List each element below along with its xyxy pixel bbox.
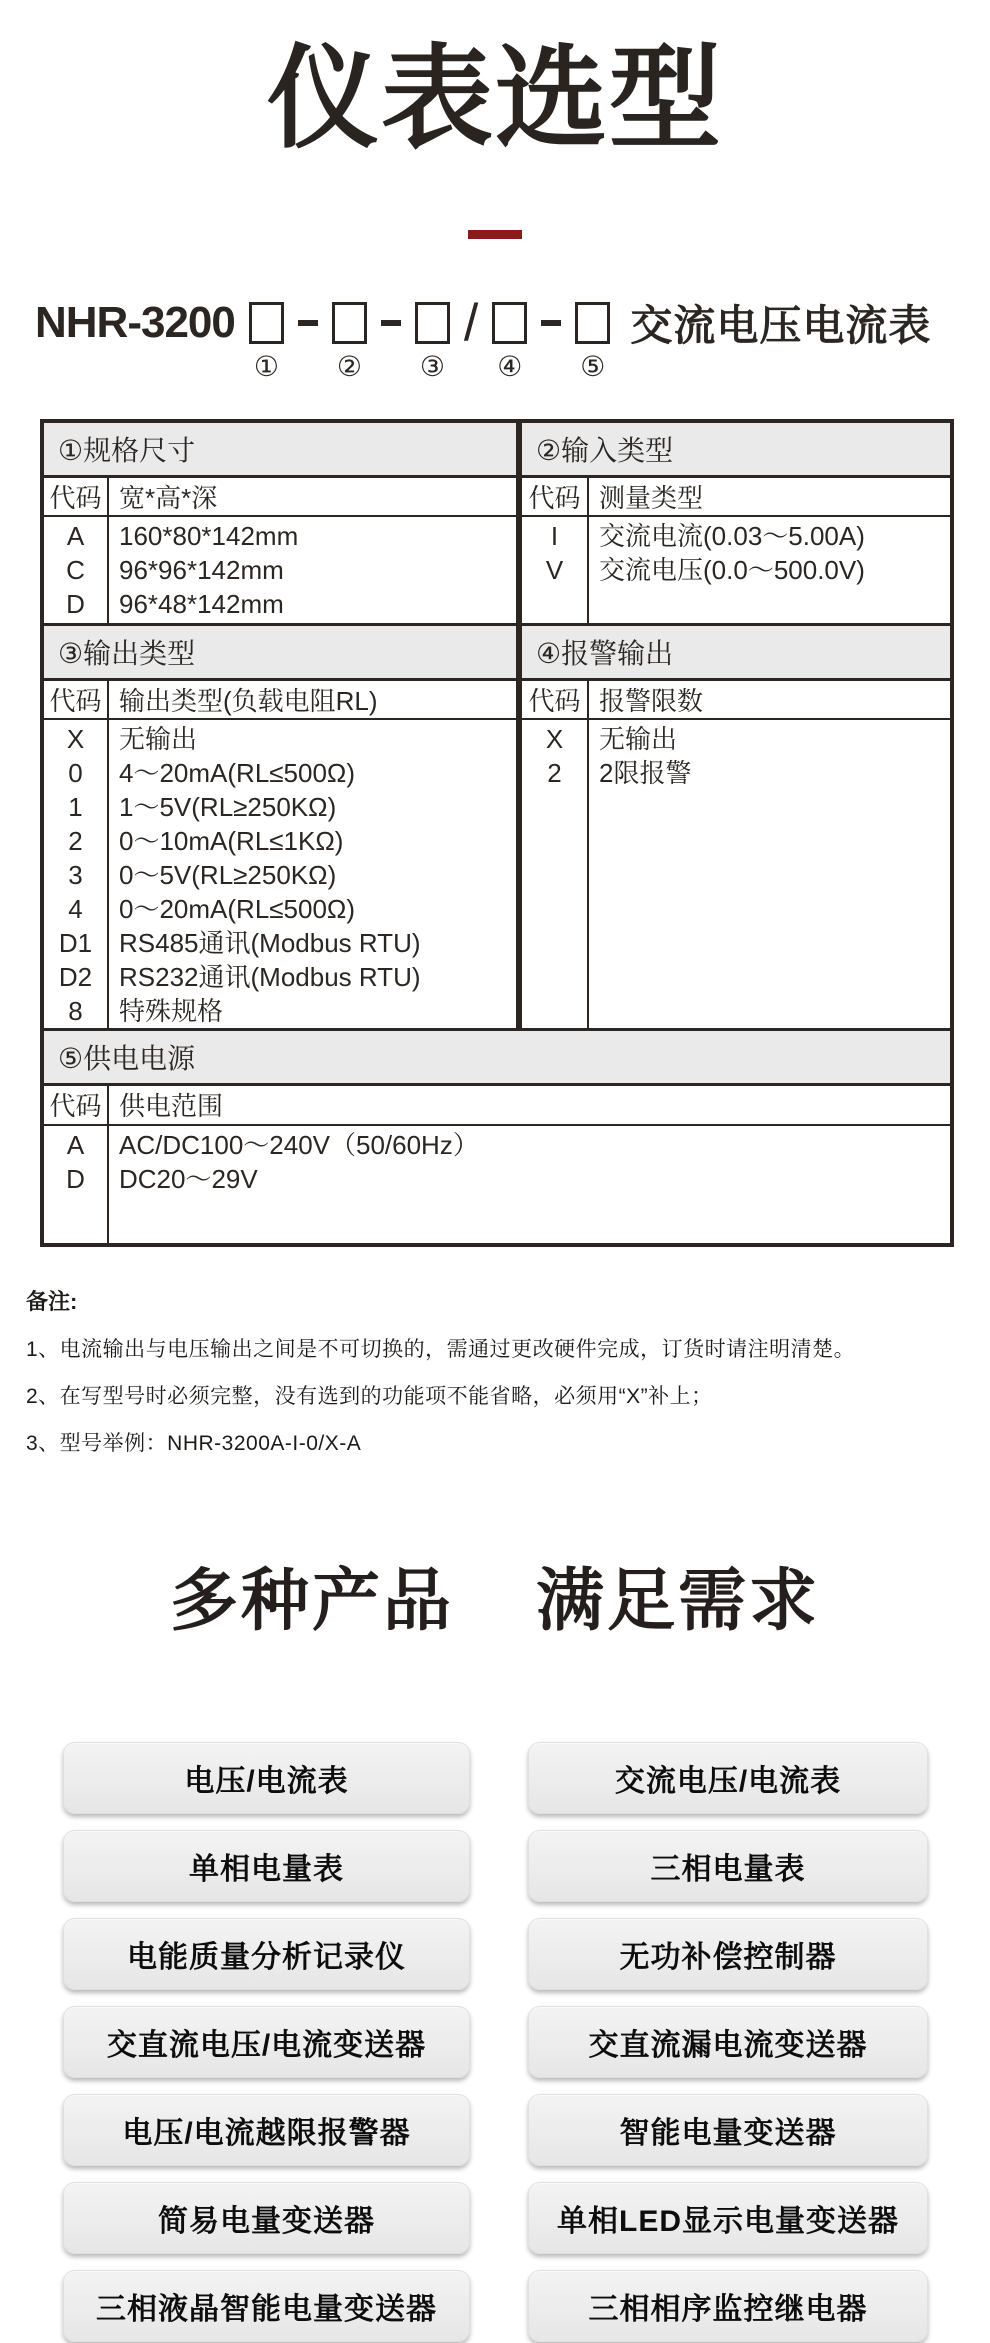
cell-line: 8 <box>68 996 83 1027</box>
model-prefix: NHR-3200 <box>35 297 235 347</box>
model-slot-1 <box>249 302 284 382</box>
model-slot-5 <box>575 302 610 382</box>
model-placeholder-box <box>332 302 367 344</box>
product-button-ac-voltage-current-meter[interactable]: 交流电压/电流表 <box>528 1742 928 1814</box>
cell-line: DC20～29V <box>119 1163 258 1194</box>
cell-line: 3 <box>68 860 83 891</box>
products-heading-left: 多种产品 <box>169 1562 454 1639</box>
product-button-three-phase-lcd-smart-transmitter[interactable]: 三相液晶智能电量变送器 <box>63 2270 470 2342</box>
model-placeholder-box <box>575 302 610 344</box>
model-placeholder-box <box>249 302 284 344</box>
product-button-phase-sequence-monitor-relay[interactable]: 三相相序监控继电器 <box>528 2270 928 2342</box>
product-button-grid <box>63 1742 928 2342</box>
cell-line: 2限报警 <box>599 758 692 789</box>
cell-line: 96*48*142mm <box>119 589 284 620</box>
cell-line: D <box>66 589 85 620</box>
cell-line: D1 <box>58 928 93 959</box>
output-codes <box>42 719 108 1030</box>
cell-line: D <box>66 1163 85 1194</box>
separator-dash-icon <box>298 320 318 326</box>
col-header-code: 代码 <box>519 679 588 719</box>
product-button-acdc-leakage-current-transmitter[interactable]: 交直流漏电流变送器 <box>528 2006 928 2078</box>
col-header-alarm-desc: 报警限数 <box>588 679 952 719</box>
size-codes <box>42 516 108 624</box>
note-item-3: 3、型号举例：NHR-3200A-I-0/X-A <box>26 1431 362 1455</box>
products-heading <box>0 1547 990 1644</box>
cell-line: 2 <box>68 826 83 857</box>
position-label-3: ③ <box>419 350 445 382</box>
output-values <box>108 719 519 1030</box>
separator-dash-icon <box>381 320 401 326</box>
product-button-single-phase-led-power-transmitter[interactable]: 单相LED显示电量变送器 <box>528 2182 928 2254</box>
product-button-limit-alarm[interactable]: 电压/电流越限报警器 <box>63 2094 470 2166</box>
notes-section <box>26 1285 990 1457</box>
cell-line: RS232通讯(Modbus RTU) <box>119 962 421 993</box>
section-header-size: ①规格尺寸 <box>42 421 519 477</box>
alarm-codes <box>519 719 588 1030</box>
cell-line: A <box>66 1129 85 1160</box>
position-label-2: ② <box>336 350 362 382</box>
col-header-code: 代码 <box>42 1085 108 1125</box>
cell-line: I <box>550 521 559 552</box>
cell-line: AC/DC100～240V（50/60Hz） <box>119 1129 479 1160</box>
cell-line: A <box>66 521 85 552</box>
col-header-code: 代码 <box>42 476 108 516</box>
col-header-code: 代码 <box>519 476 588 516</box>
cell-line: 160*80*142mm <box>119 521 299 552</box>
product-button-single-phase-power-meter[interactable]: 单相电量表 <box>63 1830 470 1902</box>
section-header-power: ⑤供电电源 <box>42 1030 952 1085</box>
cell-line: X <box>66 724 85 755</box>
note-item-2: 2、在写型号时必须完整，没有选到的功能项不能省略，必须用“X”补上； <box>26 1384 713 1408</box>
product-button-smart-power-transmitter[interactable]: 智能电量变送器 <box>528 2094 928 2166</box>
cell-line: 无输出 <box>599 724 678 755</box>
cell-line: D2 <box>58 962 93 993</box>
section-header-output: ③输出类型 <box>42 624 519 679</box>
section-header-input: ②输入类型 <box>519 421 952 477</box>
cell-line: 2 <box>547 758 562 789</box>
model-slot-4 <box>492 302 527 382</box>
col-header-input-desc: 测量类型 <box>588 476 952 516</box>
product-button-power-quality-recorder[interactable]: 电能质量分析记录仪 <box>63 1918 470 1990</box>
cell-line: 4～20mA(RL≤500Ω) <box>119 758 356 789</box>
cell-line: 1 <box>68 792 83 823</box>
size-values <box>108 516 519 624</box>
product-button-reactive-compensation-controller[interactable]: 无功补偿控制器 <box>528 1918 928 1990</box>
col-header-output-desc: 输出类型(负载电阻RL) <box>108 679 519 719</box>
note-item-1: 1、电流输出与电压输出之间是不可切换的，需通过更改硬件完成，订货时请注明清楚。 <box>26 1337 856 1361</box>
product-button-three-phase-power-meter[interactable]: 三相电量表 <box>528 1830 928 1902</box>
model-slot-2 <box>332 302 367 382</box>
product-button-simple-power-transmitter[interactable]: 简易电量变送器 <box>63 2182 470 2254</box>
separator-dash-icon <box>541 320 561 326</box>
cell-line: 交流电流(0.03～5.00A) <box>599 521 865 552</box>
model-code-diagram <box>0 293 990 382</box>
cell-line: RS485通讯(Modbus RTU) <box>119 928 421 959</box>
notes-label: 备注: <box>26 1288 78 1314</box>
cell-line: C <box>66 555 85 586</box>
alarm-values <box>588 719 952 1030</box>
position-label-1: ① <box>253 350 279 382</box>
cell-line: 4 <box>68 894 83 925</box>
input-codes <box>519 516 588 624</box>
product-button-acdc-voltage-current-transmitter[interactable]: 交直流电压/电流变送器 <box>63 2006 470 2078</box>
power-values <box>108 1125 952 1245</box>
cell-line: V <box>545 555 564 586</box>
cell-line: 特殊规格 <box>119 996 224 1027</box>
position-label-4: ④ <box>497 350 523 382</box>
model-suffix: 交流电压电流表 <box>630 301 932 349</box>
page-title: 仪表选型 <box>267 36 723 161</box>
product-button-voltage-current-meter[interactable]: 电压/电流表 <box>63 1742 470 1814</box>
cell-line: 无输出 <box>119 724 198 755</box>
products-heading-right: 满足需求 <box>536 1562 821 1639</box>
col-header-power-desc: 供电范围 <box>108 1085 952 1125</box>
position-label-5: ⑤ <box>580 350 606 382</box>
cell-line: 0～20mA(RL≤500Ω) <box>119 894 356 925</box>
cell-line: 0～5V(RL≥250KΩ) <box>119 860 337 891</box>
input-values <box>588 516 952 624</box>
power-codes <box>42 1125 108 1245</box>
cell-line: X <box>545 724 564 755</box>
section-header-alarm: ④报警输出 <box>519 624 952 679</box>
model-placeholder-box <box>492 302 527 344</box>
cell-line: 交流电压(0.0～500.0V) <box>599 555 865 586</box>
title-divider-dash <box>468 230 522 239</box>
cell-line: 0～10mA(RL≤1KΩ) <box>119 826 344 857</box>
separator-slash-icon: / <box>463 293 479 352</box>
model-placeholder-box <box>415 302 450 344</box>
cell-line: 96*96*142mm <box>119 555 284 586</box>
cell-line: 1～5V(RL≥250KΩ) <box>119 792 337 823</box>
model-slot-3 <box>415 302 450 382</box>
cell-line: 0 <box>68 758 83 789</box>
col-header-size-desc: 宽*高*深 <box>108 476 519 516</box>
col-header-code: 代码 <box>42 679 108 719</box>
selection-table <box>40 419 954 1247</box>
